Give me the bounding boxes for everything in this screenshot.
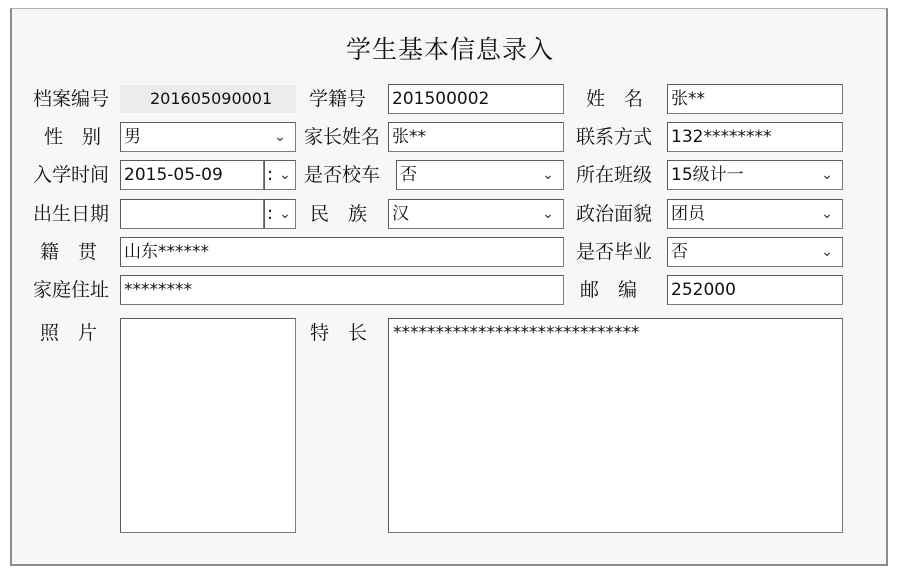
form-title: 学生基本信息录入 bbox=[345, 35, 554, 64]
chevron-down-icon[interactable]: ⌄ bbox=[274, 129, 286, 145]
postcode-field[interactable]: 252000 bbox=[667, 275, 843, 305]
graduated-select[interactable] bbox=[667, 237, 843, 267]
political-select[interactable] bbox=[667, 199, 843, 229]
label-birth-date: 出生日期 bbox=[33, 203, 110, 225]
label-photo: 照 片 bbox=[40, 322, 98, 344]
label-political: 政治面貌 bbox=[576, 203, 653, 225]
name-field[interactable]: 张** bbox=[667, 84, 843, 114]
gender-select-value: 男 bbox=[124, 127, 141, 147]
label-archive-no: 档案编号 bbox=[33, 88, 110, 110]
student-no-field[interactable]: 201500002 bbox=[388, 84, 564, 114]
contact-field[interactable]: 132******** bbox=[667, 122, 843, 152]
date-separator-icon: : bbox=[267, 203, 274, 224]
label-student-no: 学籍号 bbox=[309, 88, 367, 110]
native-place-field[interactable]: 山东****** bbox=[120, 237, 564, 267]
specialty-textarea[interactable] bbox=[388, 318, 843, 533]
label-class: 所在班级 bbox=[576, 164, 653, 186]
label-address: 家庭住址 bbox=[33, 279, 110, 301]
chevron-down-icon[interactable]: ⌄ bbox=[821, 244, 833, 260]
enroll-date-field[interactable]: 2015-05-09 bbox=[120, 160, 264, 190]
political-select-value: 团员 bbox=[671, 204, 705, 224]
photo-box[interactable] bbox=[120, 318, 296, 533]
label-specialty: 特 长 bbox=[310, 322, 368, 344]
class-select-value: 15级计一 bbox=[671, 165, 744, 185]
specialty-text: ***************************** bbox=[393, 323, 640, 343]
chevron-down-icon[interactable]: ⌄ bbox=[542, 167, 554, 183]
label-graduated: 是否毕业 bbox=[576, 241, 653, 263]
enroll-date-spinner[interactable] bbox=[264, 160, 296, 190]
birth-date-field[interactable] bbox=[120, 199, 264, 229]
chevron-down-icon[interactable]: ⌄ bbox=[279, 206, 291, 222]
label-native-place: 籍 贯 bbox=[40, 241, 98, 263]
date-separator-icon: : bbox=[267, 164, 274, 185]
label-contact: 联系方式 bbox=[576, 126, 653, 148]
ethnicity-select-value: 汉 bbox=[392, 204, 409, 224]
ethnicity-select[interactable] bbox=[388, 199, 564, 229]
label-postcode: 邮 编 bbox=[580, 279, 638, 301]
gender-select[interactable] bbox=[120, 122, 296, 152]
class-select[interactable] bbox=[667, 160, 843, 190]
chevron-down-icon[interactable]: ⌄ bbox=[542, 206, 554, 222]
chevron-down-icon[interactable]: ⌄ bbox=[821, 167, 833, 183]
parent-name-field[interactable]: 张** bbox=[388, 122, 564, 152]
label-gender: 性 别 bbox=[44, 126, 102, 148]
label-on-campus: 是否校车 bbox=[304, 164, 381, 186]
on-campus-select[interactable] bbox=[396, 160, 564, 190]
label-name: 姓 名 bbox=[586, 88, 644, 110]
label-enroll-date: 入学时间 bbox=[33, 164, 110, 186]
chevron-down-icon[interactable]: ⌄ bbox=[821, 206, 833, 222]
birth-date-spinner[interactable] bbox=[264, 199, 296, 229]
label-parent-name: 家长姓名 bbox=[304, 126, 381, 148]
archive-no-value: 201605090001 bbox=[120, 85, 296, 113]
chevron-down-icon[interactable]: ⌄ bbox=[279, 167, 291, 183]
label-ethnicity: 民 族 bbox=[310, 203, 368, 225]
address-field[interactable]: ******** bbox=[120, 275, 564, 305]
graduated-select-value: 否 bbox=[671, 242, 688, 262]
on-campus-select-value: 否 bbox=[400, 165, 417, 185]
